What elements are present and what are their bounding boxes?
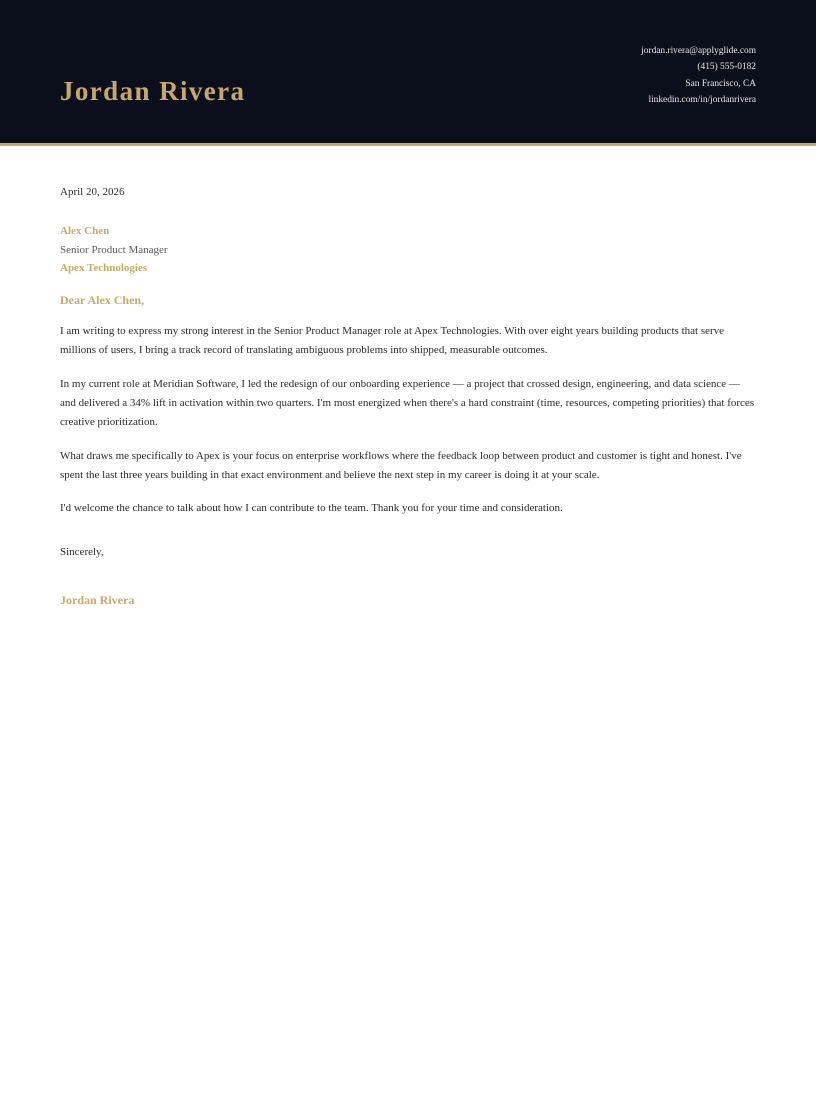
paragraph: I'd welcome the chance to talk about how I can contribute to the team. Thank you for your time and consideration. — [60, 502, 563, 515]
sender-name: Jordan Rivera — [60, 76, 246, 106]
paragraph: What draws me specifically to Apex is your focus on enterprise workflows where the feedback loop between product and customer is tight and honest. I've spent the last three years building in that exact environment and believe the next step in my career is doing it at your scale. — [60, 449, 742, 481]
recipient-block — [60, 222, 756, 278]
recipient-name: Alex Chen — [60, 225, 110, 237]
header-divider — [0, 143, 816, 146]
recipient-title: Senior Product Manager — [60, 243, 168, 256]
contact-phone: (415) 555-0182 — [697, 62, 756, 73]
closing: Sincerely, — [60, 546, 104, 559]
letter-date: April 20, 2026 — [60, 186, 125, 198]
paragraph: In my current role at Meridian Software, I led the redesign of our onboarding experience — a project that crossed design, engineering, and data science — and delivered a 34% lift in activation within two quarters. I'm most energized when there's a hard constraint (time, resources, competing priorities) that forces creative prioritization. — [60, 377, 755, 429]
contact-linkedin: linkedin.com/in/jordanrivera — [648, 94, 756, 105]
contact-location: San Francisco, CA — [685, 78, 756, 89]
recipient-company: Apex Technologies — [60, 262, 148, 275]
contact-block — [641, 43, 756, 108]
paragraph: I am writing to express my strong interest in the Senior Product Manager role at Apex Technologies. With over eight years building products that serve millions of users, I bring a track record of translating ambiguous problems into shipped, measurable outcomes. — [60, 325, 725, 357]
signature: Jordan Rivera — [60, 593, 135, 608]
letterhead — [0, 0, 816, 143]
contact-email: jordan.rivera@applyglide.com — [641, 46, 756, 56]
salutation: Dear Alex Chen, — [60, 293, 145, 308]
letter-body — [60, 184, 756, 608]
